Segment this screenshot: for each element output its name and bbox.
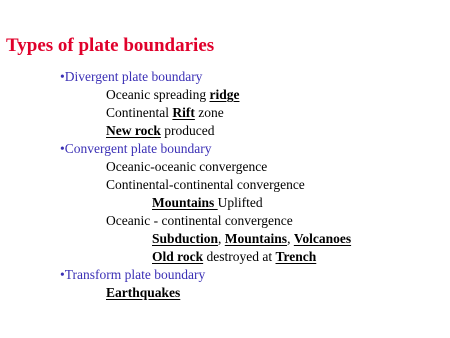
destroyed-at-text: destroyed at [203, 249, 276, 264]
convergent-heading: •Convergent plate boundary [60, 141, 212, 156]
earthquakes-keyword: Earthquakes [106, 285, 181, 300]
convergent-oceanic-continental: Oceanic - continental convergence [106, 213, 293, 228]
divergent-continental-suffix: zone [194, 105, 224, 120]
ridge-keyword: ridge [209, 87, 240, 102]
comma-separator: , [218, 231, 225, 246]
divergent-heading: •Divergent plate boundary [60, 69, 203, 84]
trench-keyword: Trench [275, 249, 317, 264]
new-rock-keyword: New rock [106, 123, 161, 138]
divergent-oceanic-text: Oceanic spreading [106, 87, 210, 102]
volcanoes-keyword: Volcanoes [293, 231, 352, 246]
mountains-keyword: Mountains [152, 195, 218, 210]
mountains-uplifted-line [152, 194, 263, 211]
divergent-newrock-suffix: produced [160, 123, 215, 138]
convergent-continental-continental: Continental-continental convergence [106, 177, 305, 192]
earthquakes-line [106, 284, 180, 301]
rift-keyword: Rift [172, 105, 195, 120]
divergent-continental-text: Continental [106, 105, 173, 120]
divergent-oceanic-line [106, 86, 239, 103]
divergent-continental-line [106, 104, 224, 121]
convergent-oceanic-oceanic: Oceanic-oceanic convergence [106, 159, 268, 174]
mountains-keyword-2: Mountains [224, 231, 288, 246]
divergent-newrock-line [106, 122, 214, 139]
subduction-line [152, 230, 351, 247]
uplifted-text: Uplifted [217, 195, 263, 210]
comma-separator-2: , [287, 231, 294, 246]
slide-title: Types of plate boundaries [6, 35, 215, 56]
old-rock-keyword: Old rock [152, 249, 204, 264]
subduction-keyword: Subduction [152, 231, 219, 246]
transform-heading: •Transform plate boundary [60, 267, 206, 282]
old-rock-line [152, 248, 316, 265]
